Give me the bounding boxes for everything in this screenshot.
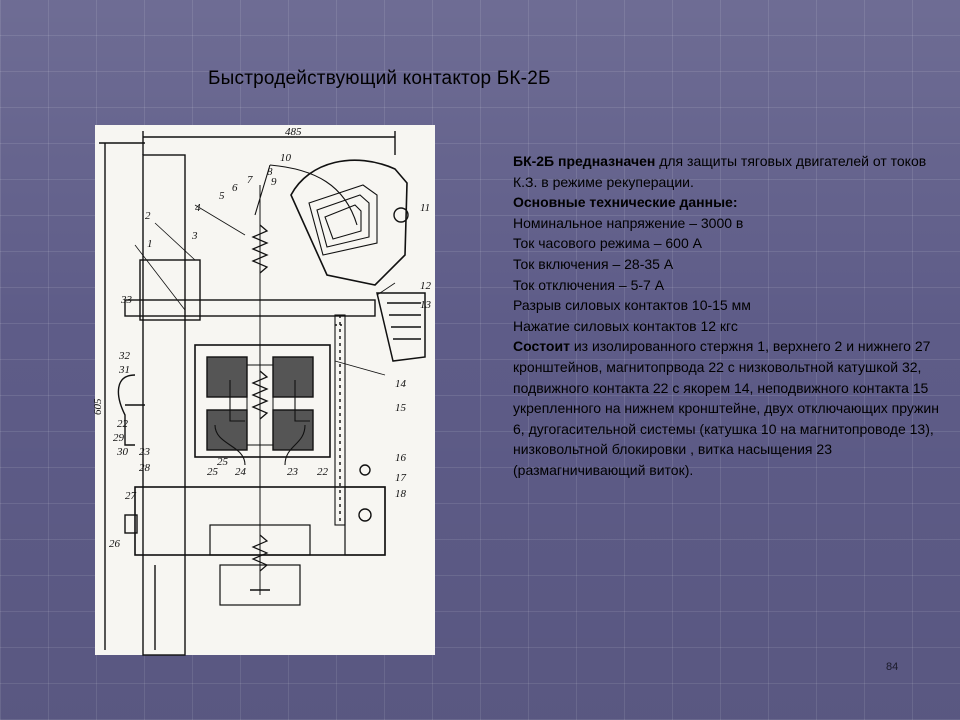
callout-4: 4: [195, 202, 201, 214]
callout-17: 17: [395, 472, 406, 484]
upper-bracket: [125, 300, 375, 316]
slide-title: Быстродействующий контактор БК-2Б: [208, 68, 551, 89]
spec-item: Ток отключения – 5-7 А: [513, 276, 665, 293]
callout-18: 18: [395, 488, 406, 500]
callout-22b: 22: [117, 418, 128, 430]
callout-25: 25: [207, 466, 218, 478]
dimension-label-left: 605: [92, 398, 104, 415]
page-number: 84: [886, 661, 899, 673]
callout-11: 11: [420, 202, 431, 214]
callout-27: 27: [125, 490, 136, 502]
composition-text: из изолированного стержня 1, верхнего 2 и нижнего 27 кронштейнов, магнитопрвода 22 с низковольтной катушкой 32, подвижного контакта 22 с якорем 14, неподвижного контакта 15 укрепленного на нижнем кронштейне, двух отключающих пружин 6, дугогасительной системы (катушка 10 на магнитопроводе 13), низковольтной блокировки , витка насыщения 23 (размагничивающий виток).: [513, 338, 939, 478]
purpose-bold: БК-2Б предназначен: [513, 153, 656, 169]
callout-23b: 23: [139, 446, 150, 458]
callout-13: 13: [420, 299, 431, 311]
callout-15: 15: [395, 402, 406, 414]
arc-coil: [291, 160, 407, 285]
callout-7: 7: [247, 174, 253, 186]
callout-10: 10: [280, 152, 291, 164]
callout-25b: 25: [217, 456, 228, 468]
spec-item: Ток часового режима – 600 А: [513, 235, 702, 252]
spec-item: Разрыв силовых контактов 10-15 мм: [513, 297, 751, 314]
callout-23: 23: [287, 466, 298, 478]
callout-8: 8: [267, 166, 273, 178]
callout-2: 2: [145, 210, 151, 222]
callout-3: 3: [192, 230, 198, 242]
callout-14: 14: [395, 378, 406, 390]
callout-32: 32: [119, 350, 130, 362]
contactor-schematic: [92, 125, 435, 655]
callout-22: 22: [317, 466, 328, 478]
composition-bold: Состоит: [513, 338, 570, 355]
purpose-text: для защиты тяговых двигателей от токов К.З. в режиме рекуперации.: [513, 153, 927, 190]
spec-item: Ток включения – 28-35 А: [513, 255, 674, 272]
callout-29: 29: [113, 432, 124, 444]
contactor-drawing: [92, 125, 435, 655]
description: [513, 151, 943, 481]
insulated-rod: [143, 155, 185, 655]
spec-item: Номинальное напряжение – 3000 в: [513, 214, 744, 231]
callout-5: 5: [219, 190, 225, 202]
callout-1: 1: [147, 238, 153, 250]
spec-item: Нажатие силовых контактов 12 кгс: [513, 317, 738, 334]
callout-31: 31: [119, 364, 130, 376]
dimension-label-top: 485: [285, 126, 302, 138]
composition-paragraph: [513, 336, 943, 480]
callout-9: 9: [271, 176, 277, 188]
callout-6: 6: [232, 182, 238, 194]
callout-33: 33: [121, 294, 132, 306]
callout-24: 24: [235, 466, 246, 478]
specs-heading: Основные технические данные:: [513, 194, 738, 211]
callout-26: 26: [109, 538, 120, 550]
callout-16: 16: [395, 452, 406, 464]
callout-12: 12: [420, 280, 431, 292]
purpose-paragraph: [513, 151, 943, 192]
callout-28: 28: [139, 462, 150, 474]
callout-30: 30: [117, 446, 128, 458]
